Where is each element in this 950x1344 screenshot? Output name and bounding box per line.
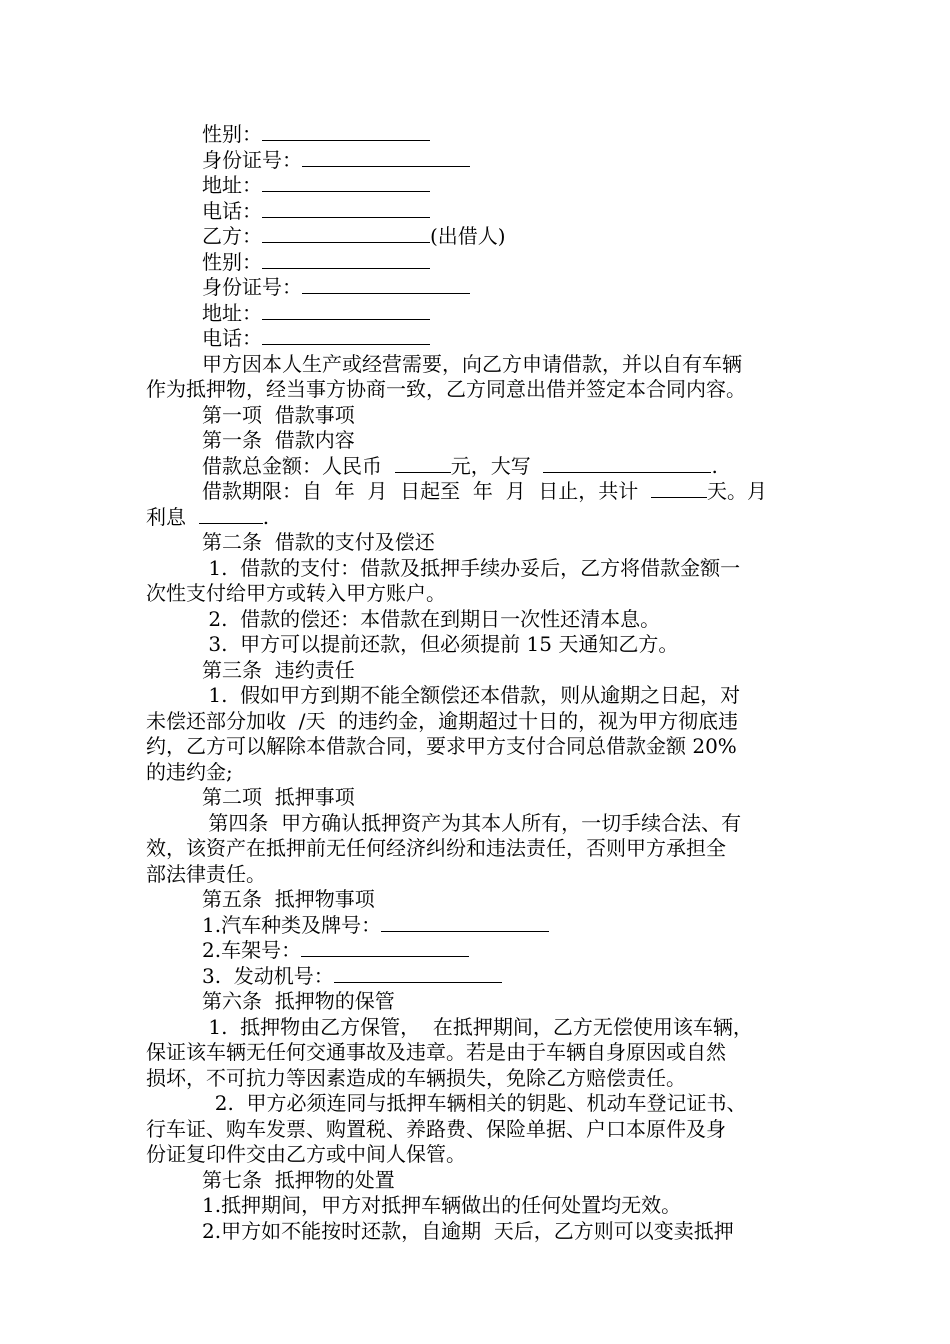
loan-amount-text: 元，大写	[450, 453, 544, 478]
intro-line-2: 作为抵押物，经当事方协商一致，乙方同意出借并签定本合同内容。	[146, 377, 746, 401]
article-2-2: 2. 借款的偿还：本借款在到期日一次性还清本息。	[202, 606, 661, 631]
fill-blank[interactable]	[395, 454, 451, 473]
fill-blank[interactable]	[262, 250, 430, 269]
fill-blank[interactable]	[302, 148, 470, 167]
fill-blank[interactable]	[262, 122, 430, 141]
loan-amount-line	[146, 454, 806, 480]
article-7-1: 1.抵押期间，甲方对抵押车辆做出的任何处置均无效。	[202, 1193, 682, 1217]
article-6-2-line-3: 份证复印件交由乙方或中间人保管。	[146, 1142, 466, 1166]
field-label: 地址：	[202, 300, 262, 325]
fill-blank[interactable]	[262, 224, 430, 243]
party-b-gender-line	[146, 250, 806, 276]
party-a-id-line	[146, 148, 806, 174]
article-6-1-line-2: 保证该车辆无任何交通事故及违章。若是由于车辆自身原因或自然	[146, 1040, 726, 1064]
article-5-title: 第五条 抵押物事项	[202, 887, 375, 911]
fill-blank[interactable]	[651, 479, 707, 498]
article-3-1-line-2: 未偿还部分加收 /天 的违约金，逾期超过十日的，视为甲方彻底违	[146, 708, 739, 733]
fill-blank[interactable]	[262, 173, 430, 192]
article-6-1-line-1: 1. 抵押物由乙方保管， 在抵押期间，乙方无偿使用该车辆，	[202, 1014, 753, 1039]
article-2-1-line-1: 1. 借款的支付：借款及抵押手续办妥后，乙方将借款金额一	[202, 555, 741, 580]
article-2-title: 第二条 借款的支付及偿还	[202, 530, 435, 554]
party-b-address-line	[146, 301, 806, 327]
article-1-title: 第一条 借款内容	[202, 428, 355, 452]
article-7-title: 第七条 抵押物的处置	[202, 1167, 395, 1192]
article-7-2: 2.甲方如不能按时还款，自逾期 天后，乙方则可以变卖抵押	[202, 1218, 734, 1243]
article-2-3: 3. 甲方可以提前还款，但必须提前 15 天通知乙方。	[202, 632, 679, 656]
article-6-title: 第六条 抵押物的保管	[202, 989, 395, 1013]
article-3-title: 第三条 违约责任	[202, 657, 355, 682]
field-label: 地址：	[202, 173, 262, 197]
field-label: 电话：	[202, 326, 262, 350]
fill-blank[interactable]	[262, 326, 430, 345]
engine-number-line	[146, 964, 806, 990]
field-label: 身份证号：	[202, 147, 302, 172]
loan-term-text: 天。月	[707, 479, 768, 503]
article-6-1-line-3: 损坏，不可抗力等因素造成的车辆损失，免除乙方赔偿责任。	[146, 1065, 686, 1090]
period: .	[711, 453, 718, 478]
vehicle-type-line	[146, 913, 806, 939]
field-label: 性别：	[202, 122, 262, 146]
loan-term-label: 借款期限：自 年 月 日起至 年 月 日止，共计	[202, 479, 652, 503]
fill-blank[interactable]	[381, 913, 549, 932]
article-4-line-2: 效，该资产在抵押前无任何经济纠纷和违法责任，否则甲方承担全	[146, 836, 726, 860]
party-a-gender-line	[146, 122, 806, 148]
article-2-1-line-2: 次性支付给甲方或转入甲方账户。	[146, 581, 446, 605]
article-3-1-line-3: 约，乙方可以解除本借款合同，要求甲方支付合同总借款金额 20%	[146, 734, 737, 758]
fill-blank[interactable]	[302, 275, 470, 294]
fill-blank[interactable]	[301, 938, 469, 957]
party-b-id-line	[146, 275, 806, 301]
fill-blank[interactable]	[334, 964, 502, 983]
fill-blank[interactable]	[199, 505, 263, 524]
party-b-line	[146, 224, 806, 250]
article-3-1-line-1: 1. 假如甲方到期不能全额偿还本借款，则从逾期之日起，对	[202, 683, 741, 707]
field-label: 3. 发动机号：	[202, 963, 334, 988]
article-3-1-line-4: 的违约金;	[146, 759, 233, 784]
loan-term-line	[146, 479, 806, 505]
contract-body	[146, 122, 806, 1244]
field-label: 2.车架号：	[202, 938, 302, 962]
party-b-phone-line	[146, 326, 806, 352]
loan-amount-label: 借款总金额：人民币	[202, 453, 395, 478]
field-label: 身份证号：	[202, 275, 302, 299]
interest-line	[146, 505, 806, 531]
fill-blank[interactable]	[262, 199, 430, 218]
field-label: 电话：	[202, 198, 262, 223]
section-2-title: 第二项 抵押事项	[202, 785, 355, 809]
interest-label: 利息	[146, 504, 199, 529]
field-label: 乙方：	[202, 224, 262, 248]
party-a-address-line	[146, 173, 806, 199]
article-4-line-3: 部法律责任。	[146, 861, 266, 886]
article-6-2-line-1: 2. 甲方必须连同与抵押车辆相关的钥匙、机动车登记证书、	[202, 1091, 747, 1115]
section-1-title: 第一项 借款事项	[202, 402, 355, 427]
field-label: 性别：	[202, 249, 262, 274]
party-b-role: (出借人)	[430, 224, 506, 248]
fill-blank[interactable]	[262, 301, 430, 320]
vin-line	[146, 938, 806, 964]
article-6-2-line-2: 行车证、购车发票、购置税、养路费、保险单据、户口本原件及身	[146, 1116, 726, 1141]
party-a-phone-line	[146, 199, 806, 225]
intro-line-1: 甲方因本人生产或经营需要，向乙方申请借款，并以自有车辆	[202, 351, 742, 376]
period: .	[262, 504, 270, 529]
fill-blank[interactable]	[543, 454, 711, 473]
article-4-line-1: 第四条 甲方确认抵押资产为其本人所有，一切手续合法、有	[202, 810, 742, 835]
field-label: 1.汽车种类及牌号：	[202, 912, 382, 937]
